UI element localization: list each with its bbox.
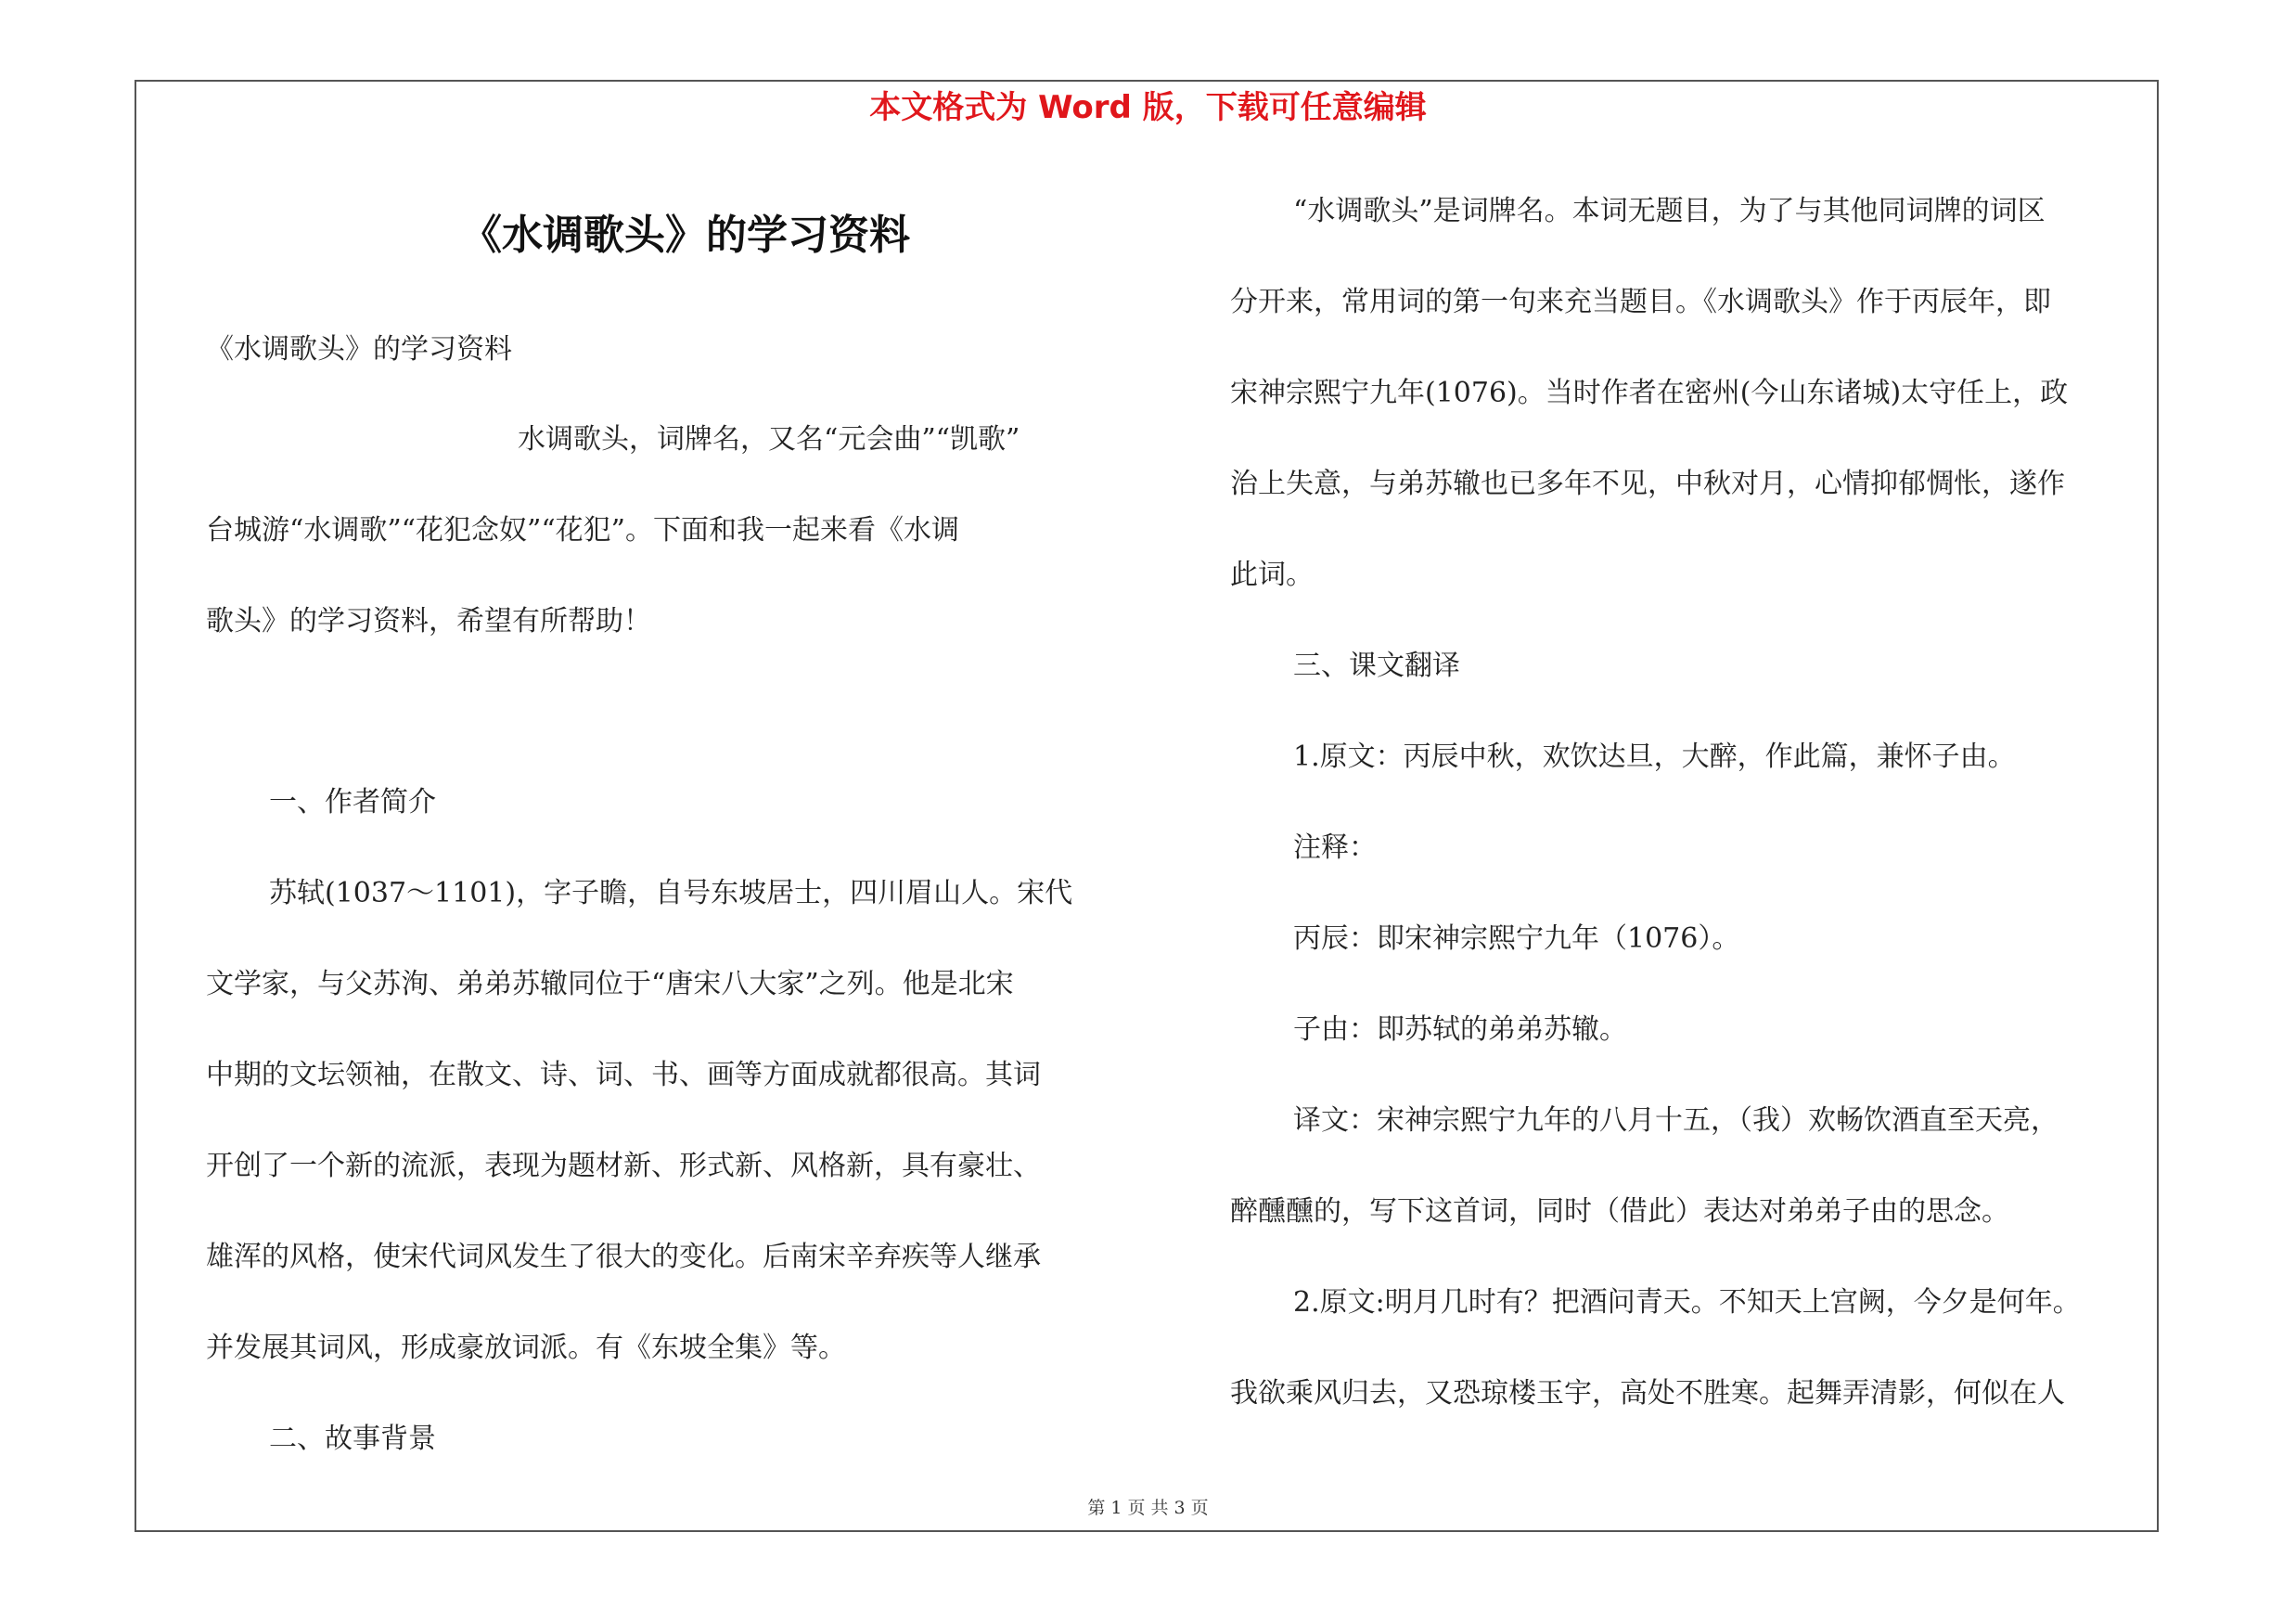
document-title: 《水调歌头》的学习资料 — [461, 212, 910, 259]
section-heading-translation: 三、课文翻译 — [1293, 650, 1460, 682]
right-line-background-1: “水调歌头”是词牌名。本词无题目，为了与其他同词牌的词区 — [1293, 195, 2046, 227]
right-line-translation-1: 译文：宋神宗熙宁九年的八月十五，（我）欢畅饮酒直至天亮， — [1293, 1104, 2059, 1137]
right-line-background-2: 分开来，常用词的第一句来充当题目。《水调歌头》作于丙辰年，即 — [1230, 286, 2051, 318]
left-line-author-6: 并发展其词风，形成豪放词派。有《东坡全集》等。 — [206, 1332, 846, 1364]
left-line-author-4: 开创了一个新的流派，表现为题材新、形式新、风格新，具有豪壮、 — [206, 1150, 1041, 1182]
right-line-background-4: 治上失意，与弟苏辙也已多年不见，中秋对月，心情抑郁惆怅，遂作 — [1230, 468, 2065, 500]
right-line-translation-2: 醉醺醺的，写下这首词，同时（借此）表达对弟弟子由的思念。 — [1230, 1195, 2009, 1228]
right-line-original-2b: 我欲乘风归去，又恐琼楼玉宇，高处不胜寒。起舞弄清影，何似在人 — [1230, 1377, 2065, 1410]
left-line-author-5: 雄浑的风格，使宋代词风发生了很大的变化。后南宋辛弃疾等人继承 — [206, 1241, 1041, 1273]
left-line-intro-1: 水调歌头，词牌名，又名“元会曲”“凯歌” — [518, 423, 1020, 456]
right-line-original-2a: 2.原文:明月几时有？把酒问青天。不知天上宫阙，今夕是何年。 — [1293, 1286, 2081, 1319]
left-line-author-3: 中期的文坛领袖，在散文、诗、词、书、画等方面成就都很高。其词 — [206, 1059, 1041, 1091]
right-line-notes-label: 注释： — [1293, 831, 1377, 864]
section-heading-background: 二、故事背景 — [269, 1423, 436, 1455]
left-line-author-2: 文学家，与父苏洵、弟弟苏辙同位于“唐宋八大家”之列。他是北宋 — [206, 968, 1014, 1000]
right-line-background-3: 宋神宗熙宁九年(1076)。当时作者在密州(今山东诸城)太守任上，政 — [1230, 377, 2069, 409]
left-line-intro-3: 歌头》的学习资料，希望有所帮助！ — [206, 605, 651, 638]
right-line-original-1: 1.原文：丙辰中秋，欢饮达旦，大醉，作此篇，兼怀子由。 — [1293, 741, 2016, 773]
right-line-note-ziyou: 子由：即苏轼的弟弟苏辙。 — [1293, 1013, 1627, 1046]
page-number: 第 1 页 共 3 页 — [1087, 1498, 1209, 1518]
right-line-note-bingchen: 丙辰：即宋神宗熙宁九年（1076）。 — [1293, 922, 1740, 955]
format-banner: 本文格式为 Word 版，下载可任意编辑 — [869, 89, 1427, 126]
section-heading-author: 一、作者简介 — [269, 786, 436, 818]
left-line-author-1: 苏轼(1037～1101)，字子瞻，自号东坡居士，四川眉山人。宋代 — [269, 877, 1073, 909]
left-line-intro-2: 台城游“水调歌”“花犯念奴”“花犯”。下面和我一起来看《水调 — [206, 514, 960, 547]
right-line-background-5: 此词。 — [1230, 559, 1314, 591]
left-line-subtitle: 《水调歌头》的学习资料 — [206, 333, 512, 366]
